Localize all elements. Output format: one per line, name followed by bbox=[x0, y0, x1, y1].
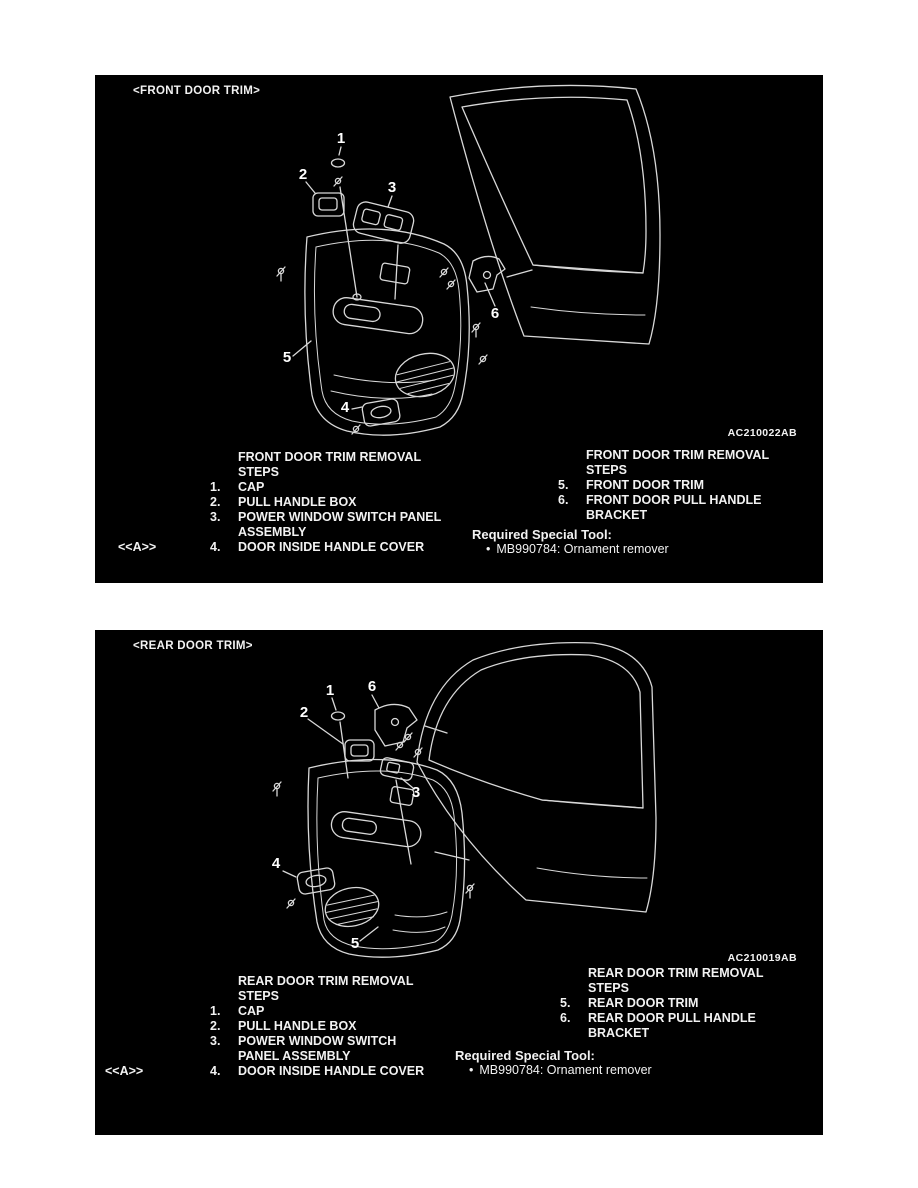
step-line: BRACKET bbox=[586, 508, 648, 522]
front-right-removal-steps bbox=[558, 448, 769, 523]
step-text bbox=[238, 540, 424, 555]
pull-handle-bracket-art bbox=[440, 256, 532, 306]
list-title-line: STEPS bbox=[238, 989, 279, 1003]
switch-cutout-art bbox=[380, 263, 411, 285]
list-title-line: REAR DOOR TRIM REMOVAL bbox=[238, 974, 414, 988]
section-title: <REAR DOOR TRIM> bbox=[133, 640, 253, 652]
required-special-tool bbox=[472, 527, 669, 557]
step-item bbox=[210, 1034, 424, 1064]
callout-2: 2 bbox=[298, 166, 308, 183]
list-title-line: STEPS bbox=[238, 465, 279, 479]
pull-handle-bracket-art bbox=[372, 695, 447, 750]
list-title-line: STEPS bbox=[586, 463, 627, 477]
callout-1: 1 bbox=[325, 682, 335, 699]
step-text bbox=[238, 1004, 264, 1019]
list-title-line: FRONT DOOR TRIM REMOVAL bbox=[238, 450, 422, 464]
step-item bbox=[210, 1019, 424, 1034]
step-item bbox=[210, 540, 441, 555]
step-item bbox=[210, 510, 441, 540]
step-number: 4. bbox=[210, 1064, 221, 1078]
step-text bbox=[586, 493, 761, 523]
screw-art bbox=[447, 280, 455, 289]
required-special-tool bbox=[455, 1048, 652, 1078]
rear-left-removal-steps bbox=[210, 974, 424, 1079]
list-title-line: REAR DOOR TRIM REMOVAL bbox=[588, 966, 764, 980]
tool-label: Required Special Tool: bbox=[455, 1048, 595, 1063]
callout-5: 5 bbox=[350, 935, 360, 952]
bullet: • bbox=[486, 542, 491, 556]
screw-art bbox=[334, 177, 342, 186]
callout-2: 2 bbox=[299, 704, 309, 721]
callout-6: 6 bbox=[490, 305, 500, 322]
step-number: 4. bbox=[210, 540, 221, 554]
power-window-switch-panel-art bbox=[352, 200, 416, 245]
step-item bbox=[210, 480, 441, 495]
screw-art bbox=[287, 899, 295, 908]
step-text bbox=[238, 1064, 424, 1079]
step-line: PANEL ASSEMBLY bbox=[238, 1049, 351, 1063]
leader-4 bbox=[352, 407, 362, 409]
clip-art bbox=[277, 267, 285, 281]
clip-art bbox=[479, 355, 487, 364]
callout-3: 3 bbox=[411, 784, 421, 801]
step-number: 2. bbox=[210, 1019, 221, 1033]
step-text bbox=[588, 996, 698, 1011]
step-item bbox=[558, 478, 769, 493]
step-text bbox=[586, 478, 704, 493]
step-line: FRONT DOOR TRIM bbox=[586, 478, 705, 492]
list-title bbox=[560, 966, 763, 996]
step-line: DOOR INSIDE HANDLE COVER bbox=[238, 540, 425, 554]
step-text bbox=[238, 510, 441, 540]
leader-3b bbox=[395, 245, 398, 299]
step-number: 1. bbox=[210, 1004, 221, 1018]
step-line: POWER WINDOW SWITCH PANEL bbox=[238, 510, 442, 524]
door-trim-panel-art bbox=[305, 229, 469, 435]
leader-3b bbox=[396, 780, 411, 864]
rear-door-outline-art bbox=[417, 643, 656, 912]
step-line: CAP bbox=[238, 1004, 265, 1018]
step-item bbox=[560, 1011, 763, 1041]
step-number: 3. bbox=[210, 1034, 221, 1048]
section-title: <FRONT DOOR TRIM> bbox=[133, 85, 261, 97]
step-item bbox=[210, 1004, 424, 1019]
callout-6: 6 bbox=[367, 678, 377, 695]
bullet: • bbox=[469, 1063, 474, 1077]
step-text bbox=[238, 1019, 357, 1034]
step-number: 6. bbox=[560, 1011, 571, 1025]
rear-door-trim-exploded-diagram bbox=[95, 630, 823, 965]
step-item bbox=[210, 1064, 424, 1079]
step-item bbox=[210, 495, 441, 510]
list-title-line: FRONT DOOR TRIM REMOVAL bbox=[586, 448, 770, 462]
step-line: FRONT DOOR PULL HANDLE bbox=[586, 493, 762, 507]
figure-code: AC210019AB bbox=[727, 952, 797, 964]
leader-4 bbox=[283, 871, 296, 877]
callout-1: 1 bbox=[336, 130, 346, 147]
speaker-grille-art bbox=[391, 347, 459, 402]
step-number: 5. bbox=[560, 996, 571, 1010]
screw-art bbox=[440, 268, 448, 277]
step-line: ASSEMBLY bbox=[238, 525, 307, 539]
step-text bbox=[238, 495, 357, 510]
callout-4: 4 bbox=[340, 399, 350, 416]
step-line: REAR DOOR TRIM bbox=[588, 996, 699, 1010]
step-line: CAP bbox=[238, 480, 265, 494]
callout-5: 5 bbox=[282, 349, 292, 366]
step-number: 2. bbox=[210, 495, 221, 509]
tool-item bbox=[472, 542, 669, 557]
step-line: PULL HANDLE BOX bbox=[238, 495, 357, 509]
tool-name: MB990784: Ornament remover bbox=[479, 1063, 652, 1077]
list-title bbox=[210, 450, 441, 480]
armrest-art bbox=[330, 810, 423, 848]
step-number: 5. bbox=[558, 478, 569, 492]
inside-handle-cover-art bbox=[352, 398, 401, 434]
step-line: BRACKET bbox=[588, 1026, 650, 1040]
leader-5 bbox=[293, 341, 311, 356]
step-text bbox=[238, 1034, 396, 1064]
list-title bbox=[558, 448, 769, 478]
step-line: REAR DOOR PULL HANDLE bbox=[588, 1011, 756, 1025]
step-item bbox=[558, 493, 769, 523]
tool-item bbox=[455, 1063, 652, 1078]
clip-art bbox=[472, 323, 480, 337]
rear-door-trim-section bbox=[95, 630, 823, 1135]
leader-3 bbox=[388, 196, 392, 207]
callout-3: 3 bbox=[387, 179, 397, 196]
step-line: PULL HANDLE BOX bbox=[238, 1019, 357, 1033]
callout-4: 4 bbox=[271, 855, 281, 872]
step-line: POWER WINDOW SWITCH bbox=[238, 1034, 397, 1048]
screw-art bbox=[396, 741, 404, 750]
switch-cutout-art bbox=[390, 786, 414, 806]
reference-marker-a: <<A>> bbox=[105, 1064, 144, 1078]
list-title bbox=[210, 974, 424, 1004]
step-number: 6. bbox=[558, 493, 569, 507]
front-door-trim-exploded-diagram bbox=[95, 75, 823, 445]
front-door-outline-art bbox=[450, 85, 660, 344]
pull-handle-box-art bbox=[306, 182, 344, 216]
step-number: 3. bbox=[210, 510, 221, 524]
rear-right-removal-steps bbox=[560, 966, 763, 1041]
step-line: DOOR INSIDE HANDLE COVER bbox=[238, 1064, 425, 1078]
front-door-trim-section bbox=[95, 75, 823, 583]
leader-5 bbox=[360, 927, 378, 941]
clip-art bbox=[273, 782, 281, 796]
power-window-switch-panel-art bbox=[379, 748, 422, 864]
step-item bbox=[560, 996, 763, 1011]
front-left-removal-steps bbox=[210, 450, 441, 555]
armrest-art bbox=[331, 296, 424, 335]
tool-name: MB990784: Ornament remover bbox=[496, 542, 669, 556]
list-title-line: STEPS bbox=[588, 981, 629, 995]
clip-art bbox=[466, 884, 474, 898]
reference-marker-a: <<A>> bbox=[118, 540, 157, 554]
door-trim-panel-art bbox=[308, 759, 469, 957]
step-text bbox=[588, 1011, 756, 1041]
step-text bbox=[238, 480, 264, 495]
step-number: 1. bbox=[210, 480, 221, 494]
figure-code: AC210022AB bbox=[727, 427, 797, 439]
tool-label: Required Special Tool: bbox=[472, 527, 612, 542]
